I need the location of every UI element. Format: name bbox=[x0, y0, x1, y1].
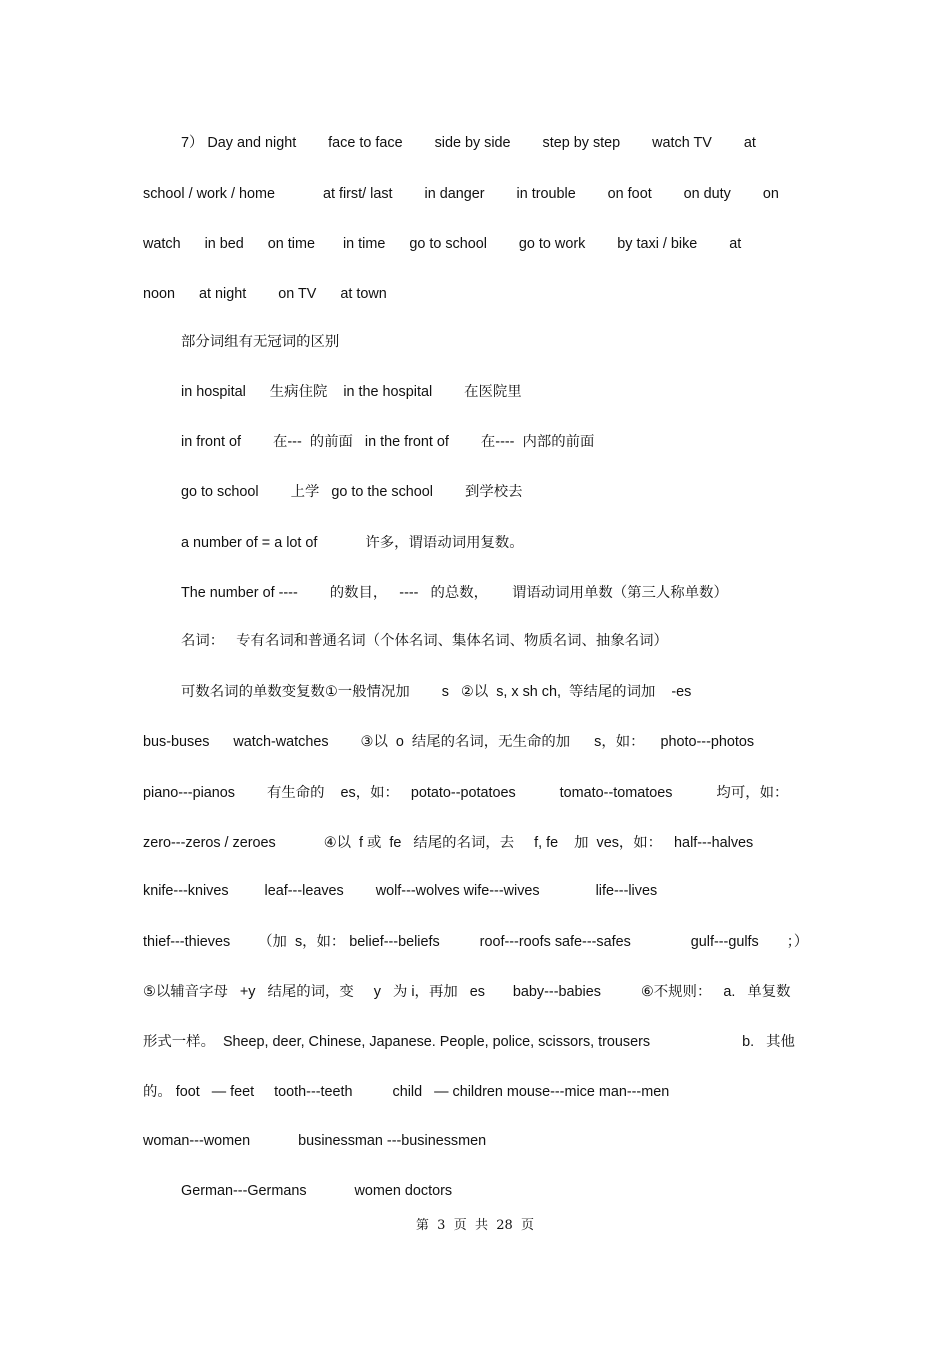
text-line: zero---zeros / zeroes ④以 f 或 fe 结尾的名词，去 f, fe 加 ves，如： half---halves bbox=[143, 835, 754, 851]
section-heading: 部分词组有无冠词的区别 bbox=[181, 334, 340, 350]
section-heading: 名词： 专有名词和普通名词（个体名词、集体名词、物质名词、抽象名词） bbox=[181, 633, 668, 649]
text-line: 形式一样。 Sheep, deer, Chinese, Japanese. People, police, scissors, trousers b. 其他 bbox=[143, 1034, 795, 1050]
text-line: ⑤以辅音字母 +y 结尾的词，变 y 为 i，再加 es baby---babies ⑥不规则： a. 单复数 bbox=[143, 984, 791, 1000]
text-line: bus-buses watch-watches ③以 o 结尾的名词，无生命的加 s，如： photo---photos bbox=[143, 734, 755, 750]
text-line: watch in bed on time in time go to school go to work by taxi / bike at bbox=[143, 236, 742, 252]
text-line: 的。 foot — feet tooth---teeth child — children mouse---mice man---men bbox=[143, 1084, 670, 1100]
text-line: thief---thieves （加 s，如： belief---beliefs roof---roofs safe---safes gulf---gulfs ；） bbox=[143, 934, 809, 950]
text-line: noon at night on TV at town bbox=[143, 286, 387, 302]
text-line: knife---knives leaf---leaves wolf---wolves wife---wives life---lives bbox=[143, 883, 658, 899]
text-line: German---Germans women doctors bbox=[181, 1183, 453, 1199]
text-line: 7） Day and night face to face side by side step by step watch TV at bbox=[181, 135, 756, 151]
text-line: a number of = a lot of 许多，谓语动词用复数。 bbox=[181, 535, 524, 551]
text-line: in hospital 生病住院 in the hospital 在医院里 bbox=[181, 384, 522, 400]
text-line: The number of ---- 的数目， ---- 的总数， 谓语动词用单数（第三人称单数） bbox=[181, 585, 728, 601]
page-footer: 第 3 页 共 28 页 bbox=[415, 1218, 535, 1233]
text-line: in front of 在--- 的前面 in the front of 在---- 内部的前面 bbox=[181, 434, 595, 450]
text-line: piano---pianos 有生命的 es，如： potato--potatoes tomato--tomatoes 均可，如： bbox=[143, 785, 789, 801]
text-line: 可数名词的单数变复数①一般情况加 s ②以 s, x sh ch, 等结尾的词加 -es bbox=[181, 684, 692, 700]
text-line: school / work / home at first/ last in danger in trouble on foot on duty on bbox=[143, 186, 779, 202]
text-line: woman---women businessman ---businessmen bbox=[143, 1133, 487, 1149]
text-line: go to school 上学 go to the school 到学校去 bbox=[181, 484, 523, 500]
